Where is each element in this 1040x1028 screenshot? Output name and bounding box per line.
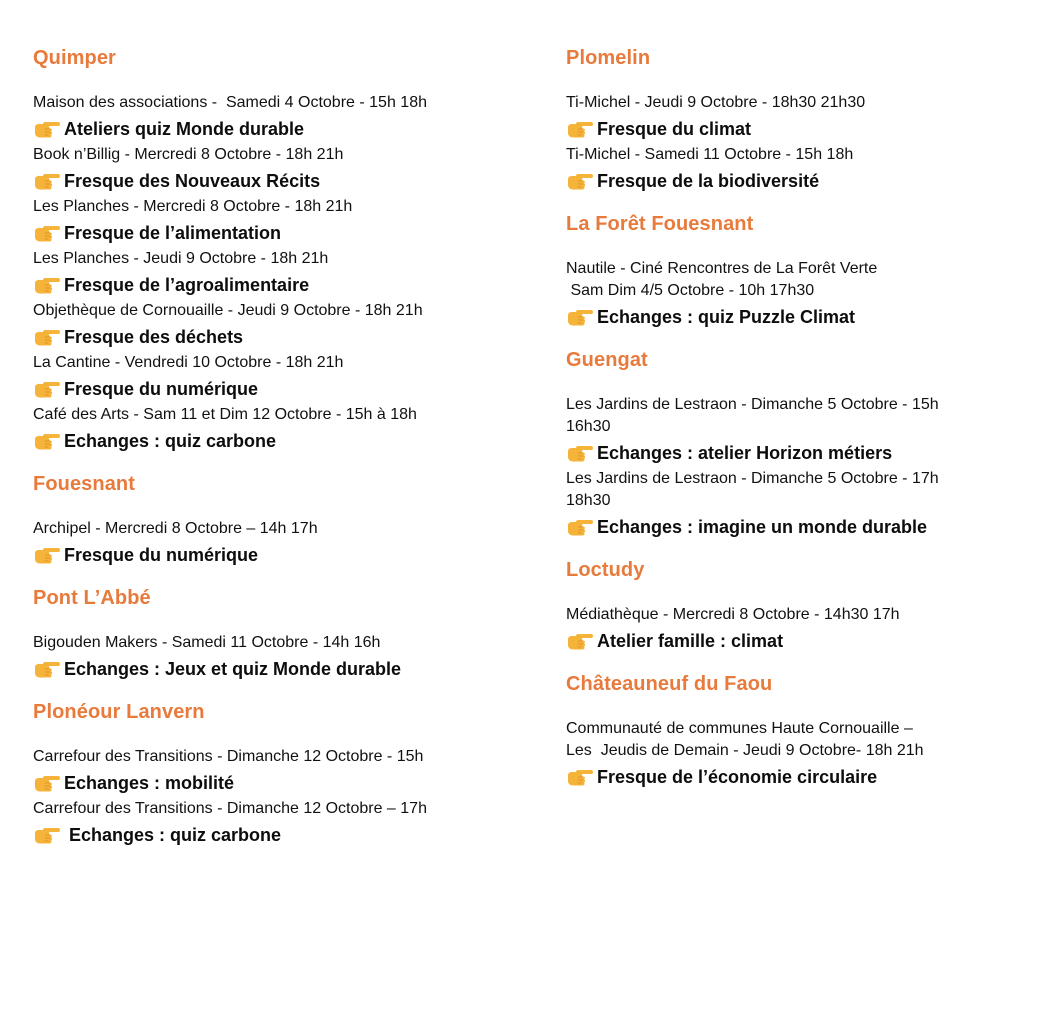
pointing-hand-icon [33, 223, 61, 245]
event-venue-date: La Cantine - Vendredi 10 Octobre - 18h 21h [33, 354, 344, 371]
event-activity [566, 304, 1036, 330]
event-venue-date: Archipel - Mercredi 8 Octobre – 14h 17h [33, 520, 318, 537]
event-item [566, 718, 1036, 790]
event-activity [566, 764, 1036, 790]
event-item [566, 258, 1036, 330]
event-activity [33, 324, 543, 350]
pointing-hand-icon [33, 659, 61, 681]
pointing-hand-icon [566, 631, 594, 653]
event-venue-date: Les Jardins de Lestraon - Dimanche 5 Octobre - 15h 16h30 [566, 396, 939, 435]
event-venue-date: Carrefour des Transitions - Dimanche 12 Octobre – 17h [33, 800, 427, 817]
city-title: Quimper [33, 47, 116, 69]
event-item [33, 144, 543, 194]
event-activity [33, 542, 543, 568]
event-item [566, 92, 1036, 142]
event-activity-label: Echanges : Jeux et quiz Monde durable [64, 659, 402, 679]
event-activity [33, 168, 543, 194]
event-activity [566, 168, 1036, 194]
event-activity [33, 428, 543, 454]
pointing-hand-icon [566, 119, 594, 141]
event-activity [33, 272, 543, 298]
pointing-hand-icon [566, 443, 594, 465]
event-item [566, 394, 1036, 466]
pointing-hand-icon [33, 379, 61, 401]
event-activity [33, 770, 543, 796]
pointing-hand-icon [566, 517, 594, 539]
event-activity-label: Echanges : atelier Horizon métiers [597, 443, 893, 463]
event-item [566, 468, 1036, 540]
event-item [33, 92, 543, 142]
event-activity [33, 822, 543, 848]
city-section-quimper [33, 44, 543, 454]
event-activity [566, 628, 1036, 654]
event-activity-label: Echanges : quiz Puzzle Climat [597, 307, 856, 327]
event-item [33, 404, 543, 454]
event-activity [33, 220, 543, 246]
event-activity-label: Fresque de l’économie circulaire [597, 767, 878, 787]
city-section-plomelin [566, 44, 1036, 194]
event-activity [566, 440, 1036, 466]
city-section-guengat [566, 346, 1036, 540]
event-venue-date: Communauté de communes Haute Cornouaille – Les Jeudis de Demain - Jeudi 9 Octobre- 18h 21h [566, 720, 924, 759]
event-item [33, 632, 543, 682]
event-venue-date: Café des Arts - Sam 11 et Dim 12 Octobre - 15h à 18h [33, 406, 417, 423]
event-activity [33, 116, 543, 142]
city-section-fouesnant [33, 470, 543, 568]
event-activity [33, 376, 543, 402]
event-activity-label: Ateliers quiz Monde durable [64, 119, 305, 139]
event-venue-date: Ti-Michel - Jeudi 9 Octobre - 18h30 21h30 [566, 94, 866, 111]
pointing-hand-icon [33, 825, 61, 847]
event-venue-date: Maison des associations - Samedi 4 Octobre - 15h 18h [33, 94, 427, 111]
event-item [33, 248, 543, 298]
event-venue-date: Book n’Billig - Mercredi 8 Octobre - 18h 21h [33, 146, 344, 163]
event-activity-label: Fresque de l’alimentation [64, 223, 282, 243]
event-item [33, 518, 543, 568]
city-title: Plomelin [566, 47, 651, 69]
pointing-hand-icon [33, 545, 61, 567]
pointing-hand-icon [33, 327, 61, 349]
city-title: Châteauneuf du Faou [566, 673, 773, 695]
left-column [33, 44, 543, 864]
pointing-hand-icon [33, 275, 61, 297]
city-title: Fouesnant [33, 473, 136, 495]
event-activity-label: Fresque des déchets [64, 327, 244, 347]
city-title: Guengat [566, 349, 648, 371]
pointing-hand-icon [566, 767, 594, 789]
pointing-hand-icon [566, 171, 594, 193]
right-column [566, 44, 1036, 806]
city-title: Pont L’Abbé [33, 587, 151, 609]
event-venue-date: Les Planches - Mercredi 8 Octobre - 18h 21h [33, 198, 353, 215]
event-activity-label: Atelier famille : climat [597, 631, 784, 651]
event-venue-date: Les Planches - Jeudi 9 Octobre - 18h 21h [33, 250, 329, 267]
event-venue-date: Objethèque de Cornouaille - Jeudi 9 Octobre - 18h 21h [33, 302, 423, 319]
event-activity-label: Echanges : quiz carbone [64, 825, 282, 845]
event-activity-label: Echanges : imagine un monde durable [597, 517, 928, 537]
event-activity [566, 514, 1036, 540]
event-item [33, 798, 543, 848]
city-title: Plonéour Lanvern [33, 701, 205, 723]
event-activity [33, 656, 543, 682]
event-venue-date: Nautile - Ciné Rencontres de La Forêt Verte Sam Dim 4/5 Octobre - 10h 17h30 [566, 260, 878, 299]
event-venue-date: Carrefour des Transitions - Dimanche 12 Octobre - 15h [33, 748, 424, 765]
event-venue-date: Les Jardins de Lestraon - Dimanche 5 Octobre - 17h 18h30 [566, 470, 939, 509]
city-section-chateauneuf-du-faou [566, 670, 1036, 790]
event-activity-label: Echanges : mobilité [64, 773, 235, 793]
pointing-hand-icon [33, 773, 61, 795]
pointing-hand-icon [566, 307, 594, 329]
event-activity-label: Fresque du numérique [64, 545, 259, 565]
event-item [566, 144, 1036, 194]
city-section-loctudy [566, 556, 1036, 654]
event-activity-label: Fresque du numérique [64, 379, 259, 399]
event-venue-date: Bigouden Makers - Samedi 11 Octobre - 14h 16h [33, 634, 381, 651]
event-item [33, 352, 543, 402]
pointing-hand-icon [33, 431, 61, 453]
event-activity-label: Echanges : quiz carbone [64, 431, 277, 451]
pointing-hand-icon [33, 171, 61, 193]
event-activity-label: Fresque de la biodiversité [597, 171, 820, 191]
event-item [33, 746, 543, 796]
event-venue-date: Ti-Michel - Samedi 11 Octobre - 15h 18h [566, 146, 854, 163]
event-activity [566, 116, 1036, 142]
event-item [566, 604, 1036, 654]
pointing-hand-icon [33, 119, 61, 141]
event-venue-date: Médiathèque - Mercredi 8 Octobre - 14h30 17h [566, 606, 900, 623]
city-section-ploneour-lanvern [33, 698, 543, 848]
event-activity-label: Fresque de l’agroalimentaire [64, 275, 310, 295]
event-activity-label: Fresque des Nouveaux Récits [64, 171, 321, 191]
event-activity-label: Fresque du climat [597, 119, 752, 139]
event-item [33, 300, 543, 350]
city-title: La Forêt Fouesnant [566, 213, 754, 235]
event-item [33, 196, 543, 246]
city-title: Loctudy [566, 559, 645, 581]
city-section-la-foret-fouesnant [566, 210, 1036, 330]
city-section-pont-l-abbe [33, 584, 543, 682]
